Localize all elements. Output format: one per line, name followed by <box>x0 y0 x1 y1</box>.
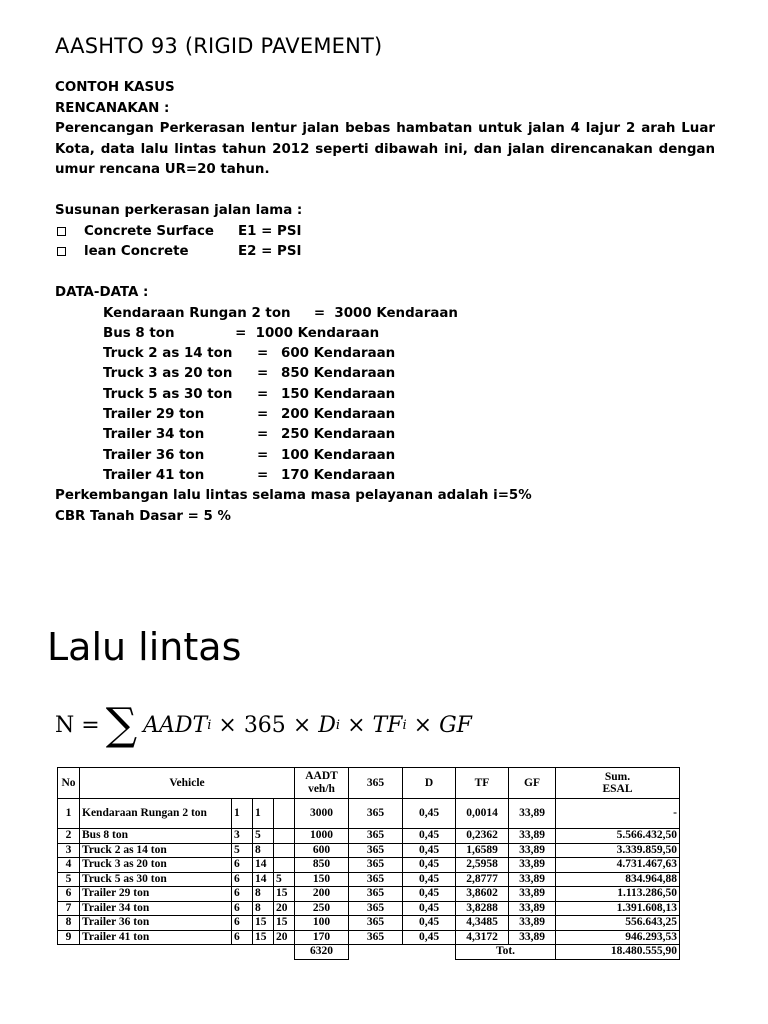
row-gf: 33,89 <box>509 843 556 858</box>
row-axle-3: 15 <box>274 916 295 931</box>
sigma-icon: ∑ <box>105 699 138 750</box>
row-gf: 33,89 <box>509 829 556 844</box>
row-esal: 556.643,25 <box>556 916 680 931</box>
row-vehicle: Truck 2 as 14 ton <box>80 843 232 858</box>
header-aadt: AADT veh/h <box>295 768 349 799</box>
row-days: 365 <box>349 901 403 916</box>
row-axle-3: 20 <box>274 930 295 945</box>
case-paragraph: Perencangan Perkerasan lentur jalan bebas hambatan untuk jalan 4 lajur 2 arah Luar Kota, data lalu lintas tahun 2012 seperti dibawah ini, dan jalan direncanakan dengan umur rencana UR=20 tahun. <box>55 121 715 177</box>
row-days: 365 <box>349 858 403 873</box>
row-vehicle: Trailer 41 ton <box>80 930 232 945</box>
row-esal: 5.566.432,50 <box>556 829 680 844</box>
row-esal: 1.113.286,50 <box>556 887 680 902</box>
esal-table <box>57 767 680 960</box>
row-axle-3: 20 <box>274 901 295 916</box>
table-row <box>58 916 680 931</box>
data-item: Trailer 41 ton = 170 Kendaraan <box>103 467 396 483</box>
table-row <box>58 887 680 902</box>
row-esal: 834.964,88 <box>556 872 680 887</box>
row-days: 365 <box>349 843 403 858</box>
layer-value: E1 = PSI <box>238 223 302 239</box>
row-axle-1: 6 <box>232 872 253 887</box>
row-axle-3: 5 <box>274 872 295 887</box>
data-item: Bus 8 ton = 1000 Kendaraan <box>103 325 380 341</box>
header-vehicle: Vehicle <box>80 768 295 799</box>
row-vehicle: Trailer 29 ton <box>80 887 232 902</box>
header-esal: Sum. ESAL <box>556 768 680 799</box>
row-gf: 33,89 <box>509 930 556 945</box>
row-esal: 3.339.859,50 <box>556 843 680 858</box>
total-esal: 18.480.555,90 <box>556 945 680 960</box>
data-item: Kendaraan Rungan 2 ton = 3000 Kendaraan <box>103 305 458 321</box>
data-item: Truck 3 as 20 ton = 850 Kendaraan <box>103 366 396 382</box>
row-aadt: 250 <box>295 901 349 916</box>
row-aadt: 200 <box>295 887 349 902</box>
row-aadt: 100 <box>295 916 349 931</box>
row-vehicle: Bus 8 ton <box>80 829 232 844</box>
row-days: 365 <box>349 916 403 931</box>
case-description <box>55 78 715 527</box>
row-esal: 946.293,53 <box>556 930 680 945</box>
row-axle-2: 1 <box>253 799 274 829</box>
row-d: 0,45 <box>403 858 456 873</box>
table-row <box>58 799 680 829</box>
row-tf: 4,3172 <box>456 930 509 945</box>
row-axle-2: 14 <box>253 872 274 887</box>
slide-title: AASHTO 93 (RIGID PAVEMENT) <box>55 34 383 58</box>
row-axle-1: 1 <box>232 799 253 829</box>
row-d: 0,45 <box>403 843 456 858</box>
table-row <box>58 858 680 873</box>
row-aadt: 1000 <box>295 829 349 844</box>
row-axle-2: 8 <box>253 901 274 916</box>
checkbox-bullet-icon <box>57 247 66 256</box>
layer-item <box>55 242 715 263</box>
total-aadt: 6320 <box>295 945 349 960</box>
row-vehicle: Truck 5 as 30 ton <box>80 872 232 887</box>
row-gf: 33,89 <box>509 901 556 916</box>
table-total-row <box>58 945 680 960</box>
row-axle-3: 15 <box>274 887 295 902</box>
row-d: 0,45 <box>403 887 456 902</box>
row-no: 7 <box>58 901 80 916</box>
row-aadt: 850 <box>295 858 349 873</box>
row-tf: 0,2362 <box>456 829 509 844</box>
row-gf: 33,89 <box>509 887 556 902</box>
row-days: 365 <box>349 829 403 844</box>
esal-formula: N = ∑ AADT i × 365 × D i × TF i × GF <box>55 699 472 750</box>
row-axle-1: 6 <box>232 930 253 945</box>
row-no: 6 <box>58 887 80 902</box>
row-no: 4 <box>58 858 80 873</box>
row-gf: 33,89 <box>509 858 556 873</box>
row-vehicle: Kendaraan Rungan 2 ton <box>80 799 232 829</box>
header-tf: TF <box>456 768 509 799</box>
row-tf: 2,8777 <box>456 872 509 887</box>
table-row <box>58 872 680 887</box>
row-axle-2: 8 <box>253 887 274 902</box>
table-row <box>58 930 680 945</box>
row-axle-3 <box>274 858 295 873</box>
row-no: 5 <box>58 872 80 887</box>
row-axle-2: 5 <box>253 829 274 844</box>
row-d: 0,45 <box>403 901 456 916</box>
data-heading: DATA-DATA : <box>55 285 149 300</box>
table-row <box>58 829 680 844</box>
layers-heading: Susunan perkerasan jalan lama : <box>55 203 303 218</box>
layer-name: lean Concrete <box>84 244 189 259</box>
row-gf: 33,89 <box>509 872 556 887</box>
row-d: 0,45 <box>403 872 456 887</box>
row-axle-2: 15 <box>253 930 274 945</box>
row-tf: 3,8288 <box>456 901 509 916</box>
checkbox-bullet-icon <box>57 227 66 236</box>
row-aadt: 600 <box>295 843 349 858</box>
row-axle-2: 14 <box>253 858 274 873</box>
row-tf: 4,3485 <box>456 916 509 931</box>
table-row <box>58 901 680 916</box>
layer-value: E2 = PSI <box>238 244 302 259</box>
plan-heading: RENCANAKAN : <box>55 100 170 116</box>
row-days: 365 <box>349 887 403 902</box>
row-d: 0,45 <box>403 829 456 844</box>
row-esal: 4.731.467,63 <box>556 858 680 873</box>
row-aadt: 170 <box>295 930 349 945</box>
total-label: Tot. <box>456 945 556 960</box>
data-item: Trailer 29 ton = 200 Kendaraan <box>103 406 396 422</box>
row-no: 1 <box>58 799 80 829</box>
header-365: 365 <box>349 768 403 799</box>
row-vehicle: Trailer 34 ton <box>80 901 232 916</box>
table-row <box>58 843 680 858</box>
row-aadt: 150 <box>295 872 349 887</box>
row-axle-3 <box>274 799 295 829</box>
row-axle-1: 6 <box>232 887 253 902</box>
row-esal: 1.391.608,13 <box>556 901 680 916</box>
row-d: 0,45 <box>403 916 456 931</box>
row-axle-1: 5 <box>232 843 253 858</box>
section-title: Lalu lintas <box>47 625 242 669</box>
row-axle-1: 6 <box>232 916 253 931</box>
row-axle-2: 15 <box>253 916 274 931</box>
row-no: 2 <box>58 829 80 844</box>
layer-item <box>55 222 715 243</box>
row-no: 8 <box>58 916 80 931</box>
row-no: 3 <box>58 843 80 858</box>
row-axle-3 <box>274 843 295 858</box>
row-axle-2: 8 <box>253 843 274 858</box>
layer-name: Concrete Surface <box>84 223 214 239</box>
row-gf: 33,89 <box>509 799 556 829</box>
row-vehicle: Truck 3 as 20 ton <box>80 858 232 873</box>
row-d: 0,45 <box>403 799 456 829</box>
row-tf: 3,8602 <box>456 887 509 902</box>
data-item: Truck 2 as 14 ton = 600 Kendaraan <box>103 346 396 362</box>
row-gf: 33,89 <box>509 916 556 931</box>
row-days: 365 <box>349 799 403 829</box>
row-aadt: 3000 <box>295 799 349 829</box>
row-vehicle: Trailer 36 ton <box>80 916 232 931</box>
row-tf: 0,0014 <box>456 799 509 829</box>
header-no: No <box>58 768 80 799</box>
header-d: D <box>403 768 456 799</box>
data-item: Trailer 36 ton = 100 Kendaraan <box>103 447 396 463</box>
header-gf: GF <box>509 768 556 799</box>
row-tf: 2,5958 <box>456 858 509 873</box>
row-axle-3 <box>274 829 295 844</box>
row-esal: - <box>556 799 680 829</box>
row-days: 365 <box>349 872 403 887</box>
row-tf: 1,6589 <box>456 843 509 858</box>
data-item: Trailer 34 ton = 250 Kendaraan <box>103 427 396 443</box>
case-heading: CONTOH KASUS <box>55 80 175 95</box>
row-d: 0,45 <box>403 930 456 945</box>
table-header-row <box>58 768 680 799</box>
row-axle-1: 3 <box>232 829 253 844</box>
growth-text: Perkembangan lalu lintas selama masa pelayanan adalah i=5% <box>55 488 532 504</box>
row-axle-1: 6 <box>232 901 253 916</box>
row-days: 365 <box>349 930 403 945</box>
data-item: Truck 5 as 30 ton = 150 Kendaraan <box>103 386 396 402</box>
row-no: 9 <box>58 930 80 945</box>
row-axle-1: 6 <box>232 858 253 873</box>
cbr-text: CBR Tanah Dasar = 5 % <box>55 508 231 524</box>
